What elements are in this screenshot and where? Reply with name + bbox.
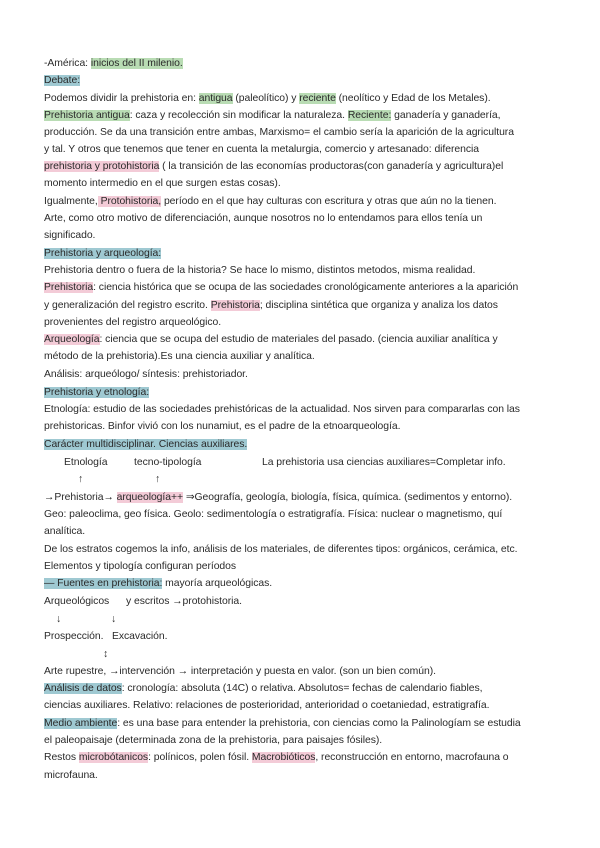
diagram-label-excavacion: Excavación.: [112, 631, 168, 642]
highlight-teal: Debate:: [44, 75, 81, 86]
text-line: provenientes del registro arqueológico.: [44, 317, 222, 328]
highlight-green: inicios del II milenio.: [90, 58, 183, 69]
highlight-teal: Prehistoria y etnología:: [44, 387, 150, 398]
diagram-label-tecno-tipologia: tecno-tipología: [134, 457, 202, 468]
text-line: Igualmente, Protohistoria, período en el que hay culturas con escritura y otras que aún no la tienen.: [44, 196, 497, 207]
highlight-pink: prehistoria y protohistoria: [44, 161, 160, 172]
section-heading-prehistoria-arqueologia: [44, 247, 161, 261]
diagram-label-escritos: y escritos →protohistoria.: [126, 596, 242, 607]
highlight-teal: Prehistoria y arqueología:: [44, 248, 162, 259]
text-line: -América: inicios del II milenio.: [44, 58, 183, 69]
text-line: Arte rupestre, →intervención → interpretación y puesta en valor. (son un bien común).: [44, 666, 436, 677]
highlight-green: Prehistoria antigua: [44, 110, 130, 121]
text-line: Elementos y tipología configuran períodos: [44, 561, 237, 572]
arrow-up-icon: ↑: [78, 474, 84, 485]
highlight-pink: Macrobióticos: [251, 752, 316, 763]
highlight-teal: Medio ambiente: [44, 718, 118, 729]
highlight-pink: Prehistoria: [44, 282, 94, 293]
text-line: analítica.: [44, 526, 86, 537]
text-line: Arte, como otro motivo de diferenciación, aunque nosotros no lo entendamos para ellos tenía un: [44, 213, 483, 224]
text-line: prehistoria y protohistoria ( la transición de las economías productoras(con ganadería y agricultura)el: [44, 161, 504, 172]
text-line: prehistoricas. Binfor vivió con los nunamiut, es el padre de la etnoarqueología.: [44, 421, 401, 432]
highlight-pink: arqueología++: [116, 492, 184, 503]
text-line: producción. Se da una transición entre ambas, Marxismo= el cambio sería la aparición de la agricultura: [44, 127, 514, 138]
diagram-label-arqueologicos: Arqueológicos: [44, 596, 110, 607]
diagram-note: La prehistoria usa ciencias auxiliares=Completar info.: [262, 457, 506, 468]
highlight-green: antigua: [198, 93, 233, 104]
diagram-label-etnologia: Etnología: [64, 457, 108, 468]
arrow-down-icon: ↓: [111, 614, 117, 625]
highlight-pink: Protohistoria,: [97, 196, 162, 207]
text-line: Análisis de datos: cronología: absoluta (14C) o relativa. Absolutos= fechas de calendario fiables,: [44, 683, 483, 694]
section-heading-multidisciplinar: [44, 438, 247, 452]
text-line: y generalización del registro escrito. Prehistoria; disciplina sintética que organiza y analiza los datos: [44, 300, 498, 311]
text-line: Medio ambiente: es una base para entender la prehistoria, con ciencias como la Palinologíam se estudia: [44, 718, 521, 729]
section-heading-fuentes: — Fuentes en prehistoria: mayoría arqueológicas.: [44, 578, 273, 589]
text-line: momento intermedio en el que surgen estas cosas).: [44, 178, 281, 189]
highlight-teal: Análisis de datos: [44, 683, 122, 694]
highlight-pink: Prehistoria: [210, 300, 260, 311]
highlight-green: Reciente:: [347, 110, 392, 121]
highlight-green: reciente: [299, 93, 336, 104]
section-heading-prehistoria-etnologia: [44, 386, 149, 400]
text-line: Prehistoria antigua: caza y recolección sin modificar la naturaleza. Reciente: ganadería y ganadería,: [44, 110, 501, 121]
text-line: Arqueología: ciencia que se ocupa del estudio de materiales del pasado. (ciencia auxiliar analítica y: [44, 334, 498, 345]
highlight-pink: microbótanicos: [78, 752, 149, 763]
arrow-down-icon: ↓: [56, 614, 62, 625]
text-line: microfauna.: [44, 770, 98, 781]
text-line: significado.: [44, 230, 96, 241]
text-line: Prehistoria: ciencia histórica que se ocupa de las sociedades cronológicamente anteriores a la aparición: [44, 282, 519, 293]
arrow-up-icon: ↑: [155, 474, 161, 485]
text-line: Análisis: arqueólogo/ síntesis: prehistoriador.: [44, 369, 248, 380]
highlight-teal: Carácter multidisciplinar. Ciencias auxiliares.: [44, 439, 248, 450]
arrow-updown-icon: ↕: [103, 649, 109, 660]
diagram-label-prospeccion: Prospección.: [44, 631, 104, 642]
highlight-teal: — Fuentes en prehistoria:: [44, 578, 163, 589]
section-heading-debate: [44, 74, 80, 88]
text-line: ciencias auxiliares. Relativo: relaciones de posterioridad, anterioridad o coetaniedad, estratigrafía.: [44, 700, 490, 711]
text-line: Podemos dividir la prehistoria en: antigua (paleolítico) y reciente (neolítico y Edad de los Metales).: [44, 93, 491, 104]
text-line: Etnología: estudio de las sociedades prehistóricas de la actualidad. Nos sirven para compararlas con las: [44, 404, 520, 415]
text-line: y tal. Y otros que tenemos que tener en cuenta la metalurgia, comercio y artesanado: diferencia: [44, 144, 479, 155]
text-line: Prehistoria dentro o fuera de la historia? Se hace lo mismo, distintos metodos, misma realidad.: [44, 265, 476, 276]
highlight-pink: Arqueología: [44, 334, 100, 345]
text-line: De los estratos cogemos la info, análisis de los materiales, de diferentes tipos: orgánicos, cerámica, etc.: [44, 544, 518, 555]
text-line: Restos microbótanicos: polínicos, polen fósil. Macrobióticos, reconstrucción en entorno, macrofauna o: [44, 752, 509, 763]
text-line: método de la prehistoria).Es una ciencia auxiliar y analítica.: [44, 351, 315, 362]
text-line: Geo: paleoclima, geo física. Geolo: sedimentología o estratigrafía. Física: nuclear o magnetismo, quí: [44, 509, 503, 520]
text-line: el paleopaisaje (determinada zona de la prehistoria, para paisajes fósiles).: [44, 735, 383, 746]
text-line: →Prehistoria→ arqueología++ ⇒Geografía, geología, biología, física, química. (sedimentos y entorno).: [44, 492, 513, 503]
